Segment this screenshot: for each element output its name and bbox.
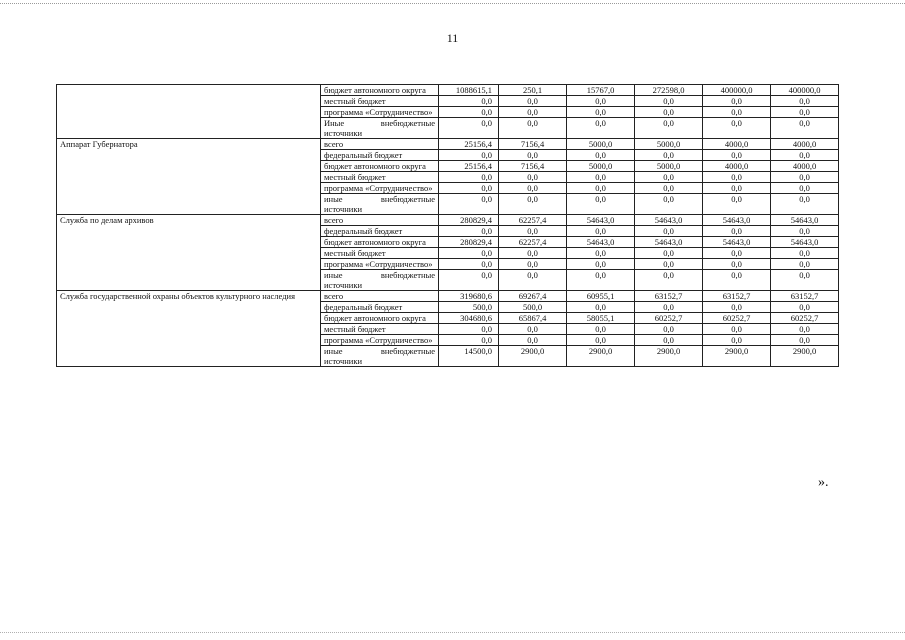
amount-cell: 54643,0	[703, 215, 771, 226]
amount-cell: 58055,1	[567, 313, 635, 324]
amount-cell: 5000,0	[635, 139, 703, 150]
amount-cell: 0,0	[439, 259, 499, 270]
organization-cell: Аппарат Губернатора	[57, 139, 321, 215]
amount-cell: 0,0	[567, 150, 635, 161]
funding-source-cell: федеральный бюджет	[321, 302, 439, 313]
amount-cell: 0,0	[499, 259, 567, 270]
amount-cell: 0,0	[567, 226, 635, 237]
funding-source-cell: местный бюджет	[321, 172, 439, 183]
funding-source-cell: бюджет автономного округа	[321, 161, 439, 172]
funding-source-cell: Иные внебюджетные источники	[321, 118, 439, 139]
table-row	[57, 85, 839, 96]
amount-cell: 0,0	[703, 96, 771, 107]
amount-cell: 0,0	[635, 118, 703, 139]
amount-cell: 69267,4	[499, 291, 567, 302]
amount-cell: 0,0	[703, 259, 771, 270]
amount-cell: 0,0	[499, 96, 567, 107]
funding-source-cell: программа «Сотрудничество»	[321, 335, 439, 346]
amount-cell: 7156,4	[499, 161, 567, 172]
amount-cell: 0,0	[439, 324, 499, 335]
amount-cell: 0,0	[771, 259, 839, 270]
funding-source-cell: всего	[321, 139, 439, 150]
amount-cell: 0,0	[439, 107, 499, 118]
amount-cell: 15767,0	[567, 85, 635, 96]
amount-cell: 0,0	[635, 226, 703, 237]
amount-cell: 0,0	[499, 335, 567, 346]
amount-cell: 0,0	[635, 335, 703, 346]
amount-cell: 0,0	[635, 248, 703, 259]
amount-cell: 63152,7	[771, 291, 839, 302]
table-row	[57, 139, 839, 150]
amount-cell: 0,0	[567, 172, 635, 183]
amount-cell: 0,0	[439, 335, 499, 346]
budget-table	[56, 84, 839, 367]
amount-cell: 0,0	[771, 183, 839, 194]
amount-cell: 0,0	[703, 335, 771, 346]
amount-cell: 0,0	[439, 226, 499, 237]
amount-cell: 0,0	[567, 259, 635, 270]
amount-cell: 0,0	[567, 194, 635, 215]
scan-edge-top	[0, 3, 905, 4]
table-body	[57, 85, 839, 367]
funding-source-cell: бюджет автономного округа	[321, 237, 439, 248]
amount-cell: 0,0	[499, 107, 567, 118]
amount-cell: 2900,0	[703, 346, 771, 367]
amount-cell: 0,0	[499, 172, 567, 183]
amount-cell: 60252,7	[635, 313, 703, 324]
amount-cell: 0,0	[439, 150, 499, 161]
amount-cell: 54643,0	[703, 237, 771, 248]
amount-cell: 1088615,1	[439, 85, 499, 96]
amount-cell: 280829,4	[439, 215, 499, 226]
amount-cell: 0,0	[439, 270, 499, 291]
amount-cell: 54643,0	[635, 215, 703, 226]
funding-source-cell: программа «Сотрудничество»	[321, 259, 439, 270]
amount-cell: 0,0	[635, 270, 703, 291]
amount-cell: 272598,0	[635, 85, 703, 96]
amount-cell: 4000,0	[771, 161, 839, 172]
amount-cell: 0,0	[635, 183, 703, 194]
amount-cell: 0,0	[771, 107, 839, 118]
amount-cell: 60252,7	[771, 313, 839, 324]
amount-cell: 0,0	[635, 259, 703, 270]
amount-cell: 319680,6	[439, 291, 499, 302]
amount-cell: 0,0	[771, 302, 839, 313]
amount-cell: 25156,4	[439, 139, 499, 150]
amount-cell: 0,0	[771, 194, 839, 215]
amount-cell: 62257,4	[499, 237, 567, 248]
amount-cell: 0,0	[771, 324, 839, 335]
amount-cell: 0,0	[635, 107, 703, 118]
amount-cell: 60955,1	[567, 291, 635, 302]
amount-cell: 0,0	[499, 324, 567, 335]
funding-source-cell: всего	[321, 215, 439, 226]
amount-cell: 0,0	[703, 107, 771, 118]
amount-cell: 0,0	[635, 302, 703, 313]
amount-cell: 0,0	[703, 183, 771, 194]
amount-cell: 280829,4	[439, 237, 499, 248]
amount-cell: 400000,0	[771, 85, 839, 96]
funding-source-cell: всего	[321, 291, 439, 302]
organization-cell: Служба государственной охраны объектов культурного наследия	[57, 291, 321, 367]
organization-cell: Служба по делам архивов	[57, 215, 321, 291]
amount-cell: 54643,0	[771, 237, 839, 248]
amount-cell: 63152,7	[703, 291, 771, 302]
amount-cell: 0,0	[499, 248, 567, 259]
amount-cell: 60252,7	[703, 313, 771, 324]
amount-cell: 0,0	[771, 118, 839, 139]
amount-cell: 0,0	[635, 194, 703, 215]
funding-source-cell: бюджет автономного округа	[321, 85, 439, 96]
funding-source-cell: бюджет автономного округа	[321, 313, 439, 324]
amount-cell: 0,0	[499, 226, 567, 237]
amount-cell: 304680,6	[439, 313, 499, 324]
amount-cell: 0,0	[635, 172, 703, 183]
amount-cell: 65867,4	[499, 313, 567, 324]
amount-cell: 2900,0	[635, 346, 703, 367]
amount-cell: 0,0	[771, 96, 839, 107]
amount-cell: 0,0	[567, 335, 635, 346]
amount-cell: 0,0	[703, 226, 771, 237]
amount-cell: 0,0	[635, 150, 703, 161]
amount-cell: 0,0	[567, 324, 635, 335]
funding-source-cell: программа «Сотрудничество»	[321, 107, 439, 118]
amount-cell: 5000,0	[567, 161, 635, 172]
amount-cell: 400000,0	[703, 85, 771, 96]
amount-cell: 0,0	[567, 96, 635, 107]
amount-cell: 2900,0	[567, 346, 635, 367]
amount-cell: 0,0	[771, 226, 839, 237]
amount-cell: 0,0	[499, 183, 567, 194]
amount-cell: 0,0	[703, 302, 771, 313]
amount-cell: 14500,0	[439, 346, 499, 367]
amount-cell: 4000,0	[703, 139, 771, 150]
amount-cell: 4000,0	[771, 139, 839, 150]
funding-source-cell: федеральный бюджет	[321, 226, 439, 237]
amount-cell: 54643,0	[567, 237, 635, 248]
amount-cell: 0,0	[771, 150, 839, 161]
amount-cell: 0,0	[499, 150, 567, 161]
amount-cell: 0,0	[499, 194, 567, 215]
amount-cell: 0,0	[703, 118, 771, 139]
amount-cell: 0,0	[771, 172, 839, 183]
funding-source-cell: программа «Сотрудничество»	[321, 183, 439, 194]
amount-cell: 54643,0	[635, 237, 703, 248]
funding-source-cell: местный бюджет	[321, 324, 439, 335]
amount-cell: 0,0	[567, 302, 635, 313]
amount-cell: 0,0	[635, 324, 703, 335]
amount-cell: 5000,0	[567, 139, 635, 150]
amount-cell: 0,0	[567, 270, 635, 291]
funding-source-cell: иные внебюджетные источники	[321, 270, 439, 291]
amount-cell: 0,0	[439, 194, 499, 215]
amount-cell: 500,0	[439, 302, 499, 313]
amount-cell: 0,0	[635, 96, 703, 107]
amount-cell: 0,0	[499, 118, 567, 139]
amount-cell: 2900,0	[771, 346, 839, 367]
amount-cell: 250,1	[499, 85, 567, 96]
amount-cell: 62257,4	[499, 215, 567, 226]
amount-cell: 4000,0	[703, 161, 771, 172]
amount-cell: 0,0	[439, 183, 499, 194]
closing-quote-mark: ».	[818, 475, 829, 490]
table-row	[57, 291, 839, 302]
amount-cell: 0,0	[439, 118, 499, 139]
scan-edge-bottom	[0, 632, 905, 633]
amount-cell: 0,0	[703, 324, 771, 335]
funding-source-cell: местный бюджет	[321, 248, 439, 259]
amount-cell: 0,0	[703, 194, 771, 215]
amount-cell: 7156,4	[499, 139, 567, 150]
amount-cell: 0,0	[567, 107, 635, 118]
amount-cell: 0,0	[439, 248, 499, 259]
funding-source-cell: федеральный бюджет	[321, 150, 439, 161]
amount-cell: 0,0	[703, 248, 771, 259]
amount-cell: 0,0	[771, 270, 839, 291]
funding-source-cell: иные внебюджетные источники	[321, 346, 439, 367]
amount-cell: 5000,0	[635, 161, 703, 172]
amount-cell: 0,0	[567, 248, 635, 259]
amount-cell: 0,0	[703, 172, 771, 183]
amount-cell: 0,0	[499, 270, 567, 291]
amount-cell: 0,0	[703, 270, 771, 291]
table-row	[57, 215, 839, 226]
amount-cell: 500,0	[499, 302, 567, 313]
amount-cell: 0,0	[567, 183, 635, 194]
funding-source-cell: иные внебюджетные источники	[321, 194, 439, 215]
amount-cell: 2900,0	[499, 346, 567, 367]
amount-cell: 25156,4	[439, 161, 499, 172]
amount-cell: 54643,0	[567, 215, 635, 226]
amount-cell: 0,0	[703, 150, 771, 161]
amount-cell: 0,0	[439, 172, 499, 183]
funding-source-cell: местный бюджет	[321, 96, 439, 107]
amount-cell: 0,0	[771, 335, 839, 346]
organization-cell	[57, 85, 321, 139]
amount-cell: 0,0	[439, 96, 499, 107]
amount-cell: 63152,7	[635, 291, 703, 302]
amount-cell: 0,0	[567, 118, 635, 139]
page-number: 11	[446, 31, 459, 45]
amount-cell: 0,0	[771, 248, 839, 259]
amount-cell: 54643,0	[771, 215, 839, 226]
